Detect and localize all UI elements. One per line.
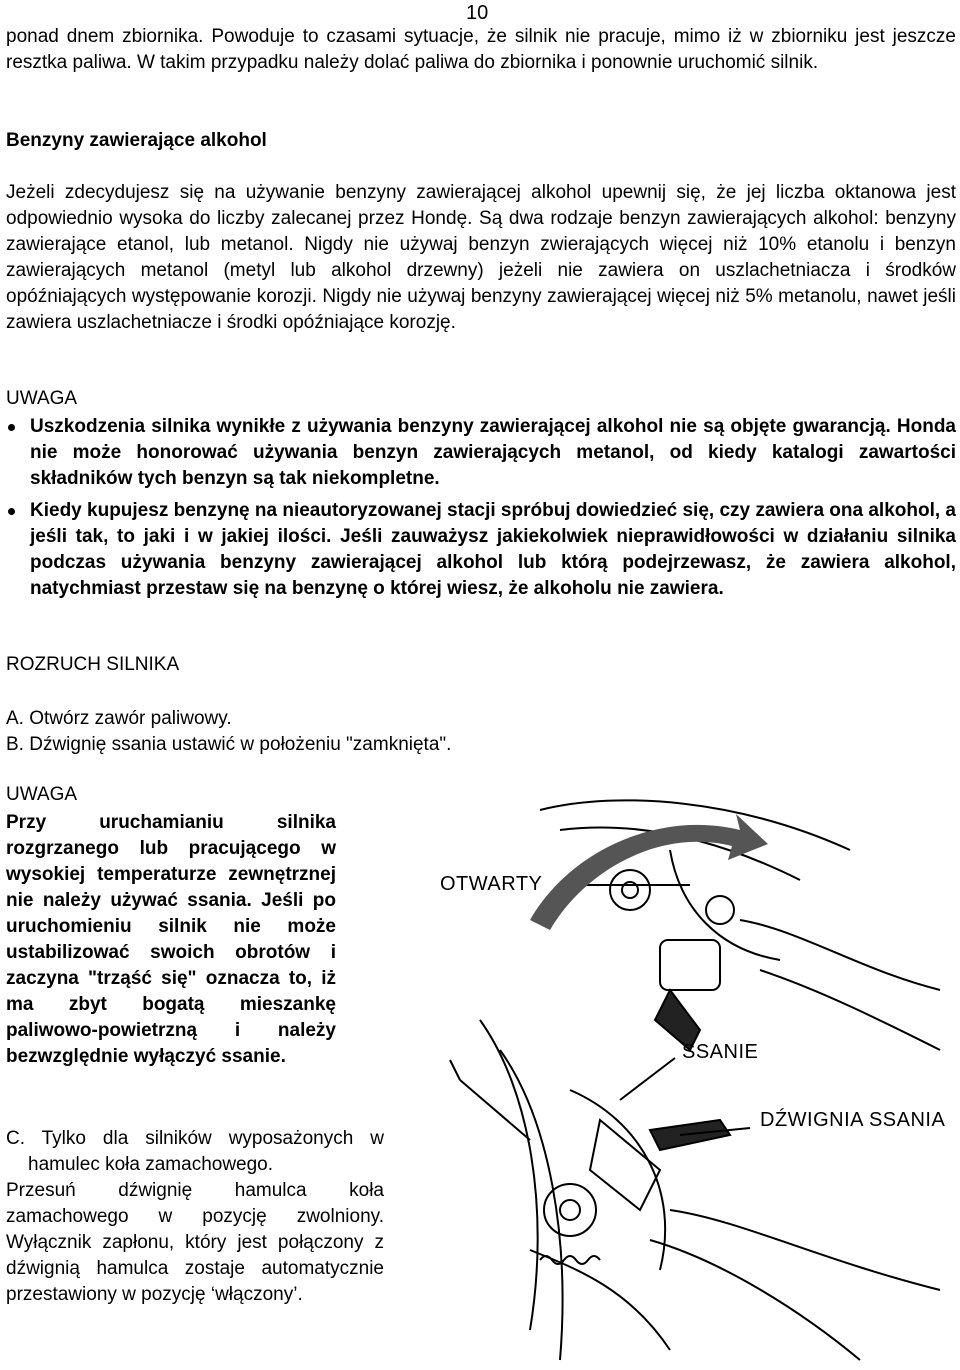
warning-label: UWAGA xyxy=(6,388,78,409)
warning-label-2: UWAGA xyxy=(6,784,78,805)
bullet-icon xyxy=(8,508,15,515)
step-c-block xyxy=(6,1126,384,1308)
warning-bullet-text: Uszkodzenia silnika wynikłe z używania benzyny zawierającej alkohol nie są objęte gwarancją. Honda nie może honorować używania benzyn zawierających metanol, od kiedy katalogi zawartości składników tych benzyn są tak niekompletne. xyxy=(30,416,956,489)
step-b: B. Dźwignię ssania ustawić w położeniu "zamknięta". xyxy=(6,734,452,755)
warning-bullet-item xyxy=(6,498,956,602)
intro-paragraph: ponad dnem zbiornika. Powoduje to czasami sytuacje, że silnik nie pracuje, mimo iż w zbiorniku jest jeszcze resztka paliwa. W takim przypadku należy dolać paliwa do zbiornika i ponownie uruchomić silnik. xyxy=(6,26,956,73)
warning-bullet-text: Kiedy kupujesz benzynę na nieautoryzowanej stacji spróbuj dowiedzieć się, czy zawiera ona alkohol, a jeśli tak, to jaki i w jakiej ilości. Jeśli zauważysz jakiekolwiek nieprawidłowości w działaniu silnika podczas używania benzyny zawierającej alkohol lub którą podejrzewasz, że zawiera alkohol, natychmiast przestaw się na benzynę o której wiesz, że alkoholu nie zawiera. xyxy=(30,500,956,599)
alcohol-heading: Benzyny zawierające alkohol xyxy=(6,130,267,151)
step-a: A. Otwórz zawór paliwowy. xyxy=(6,708,232,729)
label-choke-lever: DŹWIGNIA SSANIA xyxy=(760,1109,946,1131)
choke-lever-illustration xyxy=(420,790,960,1370)
rotation-arrow-icon xyxy=(530,814,768,930)
bullet-icon xyxy=(8,424,15,431)
step-c-title: C. Tylko dla silników wyposażonych w hamulec koła zamachowego. xyxy=(6,1128,384,1175)
page-number: 10 xyxy=(466,2,489,24)
warning-2-text: Przy uruchamianiu silnika rozgrzanego lub pracującego w wysokiej temperaturze zewnętrznej nie należy używać ssania. Jeśli po uruchomieniu silnik nie może ustabilizować swoich obrotów i zaczyna "trząść się" oznacza to, iż ma zbyt bogatą mieszankę paliwowo-powietrzną i należy bezwzględnie wyłączyć ssanie. xyxy=(6,812,336,1067)
label-choke: SSANIE xyxy=(682,1041,759,1063)
alcohol-paragraph: Jeżeli zdecydujesz się na używanie benzyny zawierającej alkohol upewnij się, że jej liczba oktanowa jest odpowiednio wysoka do liczby zalecanej przez Hondę. Są dwa rodzaje benzyn zawierających alkohol: benzyny zawierające etanol, lub metanol. Nigdy nie używaj benzyn zwierających więcej niż 10% etanolu i benzyn zawierających metanol (metyl lub alkohol drzewny) jeżeli nie zawiera on uszlachetniacza i środków opóźniających występowanie korozji. Nigdy nie używaj benzyny zawierającej więcej niż 5% metanolu, nawet jeśli zawiera uszlachetniacze i środki opóźniające korozję. xyxy=(6,182,956,333)
warning-bullet-item xyxy=(6,414,956,492)
section-heading-start: ROZRUCH SILNIKA xyxy=(6,654,180,675)
warning-bullet-list xyxy=(6,414,956,608)
step-c-body: Przesuń dźwignię hamulca koła zamachowego w pozycję zwolniony. Wyłącznik zapłonu, który jest połączony z dźwignią hamulca zostaje automatycznie przestawiony w pozycję ‘włączony’. xyxy=(6,1180,384,1305)
label-open: OTWARTY xyxy=(440,873,543,895)
